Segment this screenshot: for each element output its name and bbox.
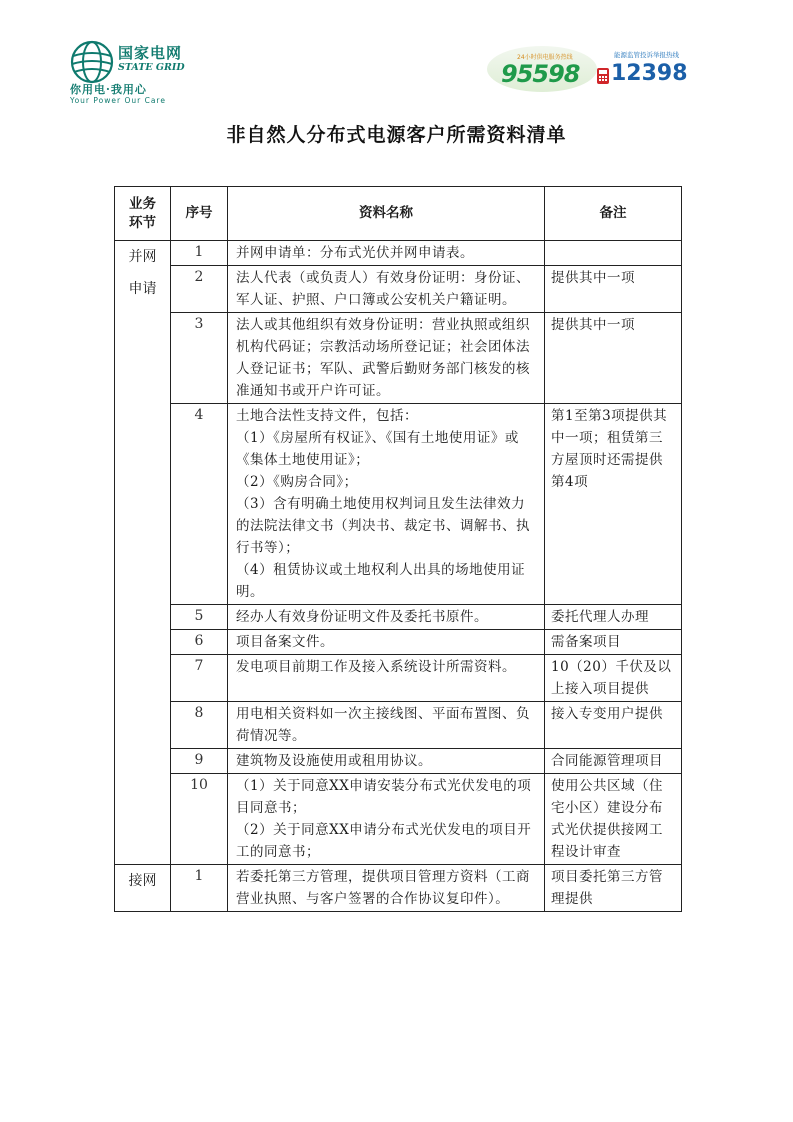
table-row — [115, 655, 682, 702]
row-remark: 项目委托第三方管理提供 — [545, 865, 682, 912]
materials-table — [114, 186, 682, 912]
supervise-caption: 能源监管投诉举报热线 — [614, 51, 679, 59]
state-grid-logo — [62, 36, 212, 106]
header-name: 资料名称 — [228, 187, 545, 241]
table-row — [115, 241, 682, 266]
table-row — [115, 313, 682, 404]
header-remark: 备注 — [545, 187, 682, 241]
row-num: 8 — [171, 702, 228, 749]
row-remark: 接入专变用户提供 — [545, 702, 682, 749]
hotline-number: 95598 — [501, 60, 580, 88]
row-num: 1 — [171, 241, 228, 266]
row-name-line: 法人或其他组织有效身份证明：营业执照或组织机构代码证；宗教活动场所登记证；社会团体法人登记证书；军队、武警后勤财务部门核发的核准通知书或开户许可证。 — [236, 317, 530, 399]
logo-chinese-name: 国家电网 — [118, 44, 183, 62]
row-num: 3 — [171, 313, 228, 404]
row-remark: 委托代理人办理 — [545, 605, 682, 630]
row-name — [228, 655, 545, 702]
table-row — [115, 774, 682, 865]
supervise-number: 12398 — [611, 61, 688, 86]
row-name — [228, 702, 545, 749]
table-row — [115, 266, 682, 313]
logo-english-name: STATE GRID — [118, 62, 185, 73]
row-name-line: 发电项目前期工作及接入系统设计所需资料。 — [236, 659, 516, 675]
row-num: 4 — [171, 404, 228, 605]
state-grid-globe-icon — [70, 40, 114, 84]
document-title: 非自然人分布式电源客户所需资料清单 — [226, 124, 567, 146]
row-name — [228, 865, 545, 912]
stage-cell-connect: 接网 — [115, 865, 171, 912]
row-name-line: 法人代表（或负责人）有效身份证明：身份证、军人证、护照、户口簿或公安机关户籍证明。 — [236, 270, 530, 308]
row-num: 10 — [171, 774, 228, 865]
row-name — [228, 630, 545, 655]
table-row — [115, 605, 682, 630]
table-row — [115, 865, 682, 912]
phone-icon — [596, 67, 610, 85]
row-name-line: 经办人有效身份证明文件及委托书原件。 — [236, 609, 488, 625]
row-name-line: （1）关于同意XX申请安装分布式光伏发电的项目同意书； — [236, 778, 532, 816]
header-stage: 业务环节 — [115, 187, 171, 241]
row-name-line: 并网申请单：分布式光伏并网申请表。 — [236, 245, 474, 261]
row-remark: 10（20）千伏及以上接入项目提供 — [545, 655, 682, 702]
row-name-line: （1）《房屋所有权证》、《国有土地使用证》或《集体土地使用证》； — [236, 430, 519, 468]
row-name — [228, 605, 545, 630]
logo-slogan: 你用电·我用心 — [70, 83, 147, 96]
row-name-line: 土地合法性支持文件，包括： — [236, 408, 418, 424]
row-num: 9 — [171, 749, 228, 774]
row-name-line: 项目备案文件。 — [236, 634, 334, 650]
row-name — [228, 749, 545, 774]
table-row — [115, 630, 682, 655]
row-name-line: （3）含有明确土地使用权判词且发生法律效力的法院法律文书（判决书、裁定书、调解书、执行书等）； — [236, 496, 530, 556]
row-num: 1 — [171, 865, 228, 912]
row-num: 6 — [171, 630, 228, 655]
row-name-line: 若委托第三方管理，提供项目管理方资料（工商营业执照、与客户签署的合作协议复印件）。 — [236, 869, 530, 907]
hotline-95598-logo — [487, 46, 597, 92]
row-remark: 提供其中一项 — [545, 266, 682, 313]
stage-cell-grid-application: 并网申请 — [115, 241, 171, 865]
row-remark — [545, 241, 682, 266]
row-name — [228, 266, 545, 313]
table-row — [115, 404, 682, 605]
row-num: 5 — [171, 605, 228, 630]
logo-tagline: Your Power Our Care — [70, 96, 166, 105]
row-remark: 第1至第3项提供其中一项；租赁第三方屋顶时还需提供第4项 — [545, 404, 682, 605]
supervise-12398-logo — [592, 48, 688, 92]
row-num: 7 — [171, 655, 228, 702]
row-name-line: （4）租赁协议或土地权利人出具的场地使用证明。 — [236, 562, 526, 600]
table-body — [115, 241, 682, 912]
row-remark: 提供其中一项 — [545, 313, 682, 404]
row-remark: 使用公共区域（住宅小区）建设分布式光伏提供接网工程设计审查 — [545, 774, 682, 865]
header-num: 序号 — [171, 187, 228, 241]
table-row — [115, 702, 682, 749]
table-row — [115, 749, 682, 774]
table-header-row — [115, 187, 682, 241]
row-name-line: （2）关于同意XX申请分布式光伏发电的项目开工的同意书； — [236, 822, 532, 860]
row-name-line: （2）《购房合同》； — [236, 474, 358, 490]
row-name — [228, 241, 545, 266]
row-name — [228, 404, 545, 605]
row-name — [228, 313, 545, 404]
row-remark: 合同能源管理项目 — [545, 749, 682, 774]
hotline-caption: 24小时供电服务热线 — [517, 54, 573, 61]
row-num: 2 — [171, 266, 228, 313]
row-name-line: 建筑物及设施使用或租用协议。 — [236, 753, 432, 769]
row-name-line: 用电相关资料如一次主接线图、平面布置图、负荷情况等。 — [236, 706, 530, 744]
row-name — [228, 774, 545, 865]
row-remark: 需备案项目 — [545, 630, 682, 655]
